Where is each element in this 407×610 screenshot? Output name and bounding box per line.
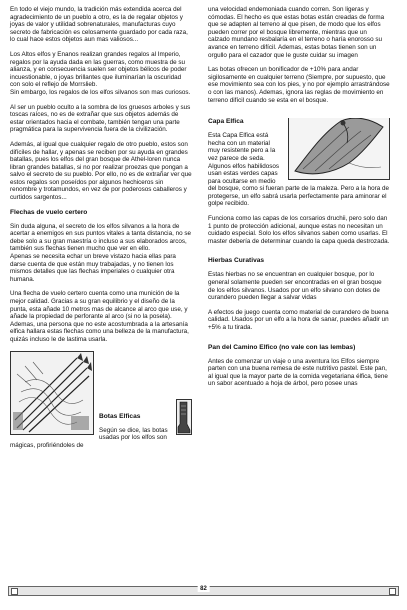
paragraph: Según se dice, las botas usadas por los elfos son mágicas, profiriéndoles de: [10, 426, 168, 449]
cloak-section: [208, 118, 390, 215]
paragraph: Estas hierbas no se encuentran en cualquier bosque, por lo general solamente pueden ser encontradas en el gran bosque de los elfos silvanos. Usados por un elfo silvano con dotes de curandero pueden llegar a salvar vidas: [208, 271, 382, 302]
paragraph: Las botas ofrecen un bonificador de +10% para andar sigilosamente en cualquier terreno (Siempre, por supuesto, que ese movimiento sea con los pies, y no por ejemplo arrastrándose o con las manos). Ademas, ignora las reglas de movimiento en terreno difícil cuando se esta en el bosque.: [208, 66, 390, 104]
paragraph: Al ser un pueblo oculto a la sombra de los gruesos arboles y sus toscas raíces, no es de extrañar que sus objetos además de estar orientados hacia el combate, también tengan una parte pragmática para la supervivencia fuera de la civilización.: [10, 103, 191, 134]
arrows-illustration: [10, 351, 94, 435]
cloak-illustration: [288, 118, 390, 180]
page-number: 82: [197, 586, 210, 592]
paragraph: Apenas se necesita echar un breve vistazo hacia ellas para darse cuenta de que están muy trabajadas, y no tienen los mismos detalles que las flechas imperiales o cualquier otra humana.: [10, 253, 176, 283]
page-footer-ornament: [8, 586, 399, 596]
section-heading-pan: Pan del Camino Elfico (no vale con las lembas): [208, 343, 356, 351]
paragraph: Esta Capa Elfica está hecha con un material muy resistente pero a la vez parece de seda. Algunos elfos habilidosos usan estas verdes capas para ocultarse en medio del bosque, como si fueran parte de la maleza. Pero a la hora de protegerse, un elfo sabrá usarla perfectamente para aminorar el golpe recibido.: [208, 132, 389, 208]
paragraph: Los Altos elfos y Enanos realizan grandes regalos al Imperio, regalos por la ayuda dada en las guerras, como muestra de su alianza, y en consecuencia suelen ser objetos bélicos de poder incuestionable, o joyas brillantes que iluminarían la oscuridad con solo el reflejo de Morrslieb.: [10, 50, 187, 89]
section-heading-capa: Capa Elfica: [208, 118, 244, 126]
paragraph: Sin embargo, los regalos de los elfos silvanos son mas curiosos.: [10, 88, 191, 96]
paragraph: una velocidad endemoniada cuando corren. Son ligeras y cómodas. El hecho es que estas botas están creadas de forma que se adapten al terreno al que pisen, de modo que los elfos pueden correr por el bosque libremente, mientras que un calzado mundano resbalaría en el terreno o haría enorosso su avance en terreno difícil. Ademas, estas botas tienen son un orgullo para el cazador que le guste cuidar su imagen: [208, 6, 385, 59]
paragraph: Además, al igual que cualquier regalo de otro pueblo, estos son difíciles de hallar, y apenas se reciben por su ayuda en grandes batallas, pues los elfos del gran bosque de Athel-loren nunca libran grandes batallas, si no por realizar proezas que pongan a salvo el secreto de su pueblo. Por ello, no es de extrañar ver que estos regalos son poseídos por algunos hechiceros sin renombre y trotamundos, en vez de por poderosos caballeros y curtidos sargentos...: [10, 140, 192, 202]
paragraph: Sin duda alguna, el secreto de los elfos silvanos a la hora de acertar a enemigos en sus puntos vitales a tanta distancia, no se debe solo a su gran maestría o incluso a sus elaborados arcos, también sus flechas tienen mucho que ver en ello.: [10, 222, 191, 253]
corner-ornament-icon: [389, 588, 396, 595]
paragraph: Funciona como las capas de los corsarios druchii, pero solo dan 1 punto de protección adicional, aunque estas no necesitan un cuidado especial. Solo los elfos silvanos saben como usarlas. El master debería de determinar cuando la capa queda destrozada.: [208, 215, 390, 245]
paragraph: Una flecha de vuelo certero cuenta como una munición de la mejor calidad. Gracias a su gran equilibrio y el diseño de la punta, esta añade 10 metros mas de alcance al arco que use, y añade la propiedad de perforante al arco (si no la posela). Ademas, una persona que no este acostumbrada a la artesanía elfica hallara estas flechas como una belleza de la manufactura, quizás incluso le de lastima usarla.: [10, 290, 189, 343]
paragraph: A efectos de juego cuenta como material de curandero de buena calidad. Usados por un elfo a la hora de sanar, puedes añadir un +5% a tu tirada.: [208, 308, 389, 331]
section-heading-botas: Botas Elficas: [99, 412, 141, 420]
section-heading-hierbas: Hierbas Curativas: [208, 257, 265, 265]
paragraph: En todo el viejo mundo, la tradición más extendida acerca del agradecimiento de un pueblo a otro, es la de regalar objetos y joyas de valor y utilidad sobrenaturales, manufacturas cuyo secreto de fabricación es celosamente guardado por cada raza, lo cual hace estos objetos aun mas valiosos...: [10, 6, 188, 44]
paragraph: Antes de comenzar un viaje o una aventura los Elfos siempre parten con una buena remesa de este nutritivo pastel. Este pan, al igual que la mayor parte de la comida vegetariana élfica, tiene un sabor acentuado a hoja de árbol, pero posee unas: [208, 357, 388, 388]
left-column: [10, 6, 192, 449]
right-column: [208, 6, 390, 395]
boot-illustration: [176, 399, 192, 435]
section-heading-flechas: Flechas de vuelo certero: [10, 208, 88, 216]
boots-section: [10, 351, 192, 450]
corner-ornament-icon: [11, 588, 18, 595]
